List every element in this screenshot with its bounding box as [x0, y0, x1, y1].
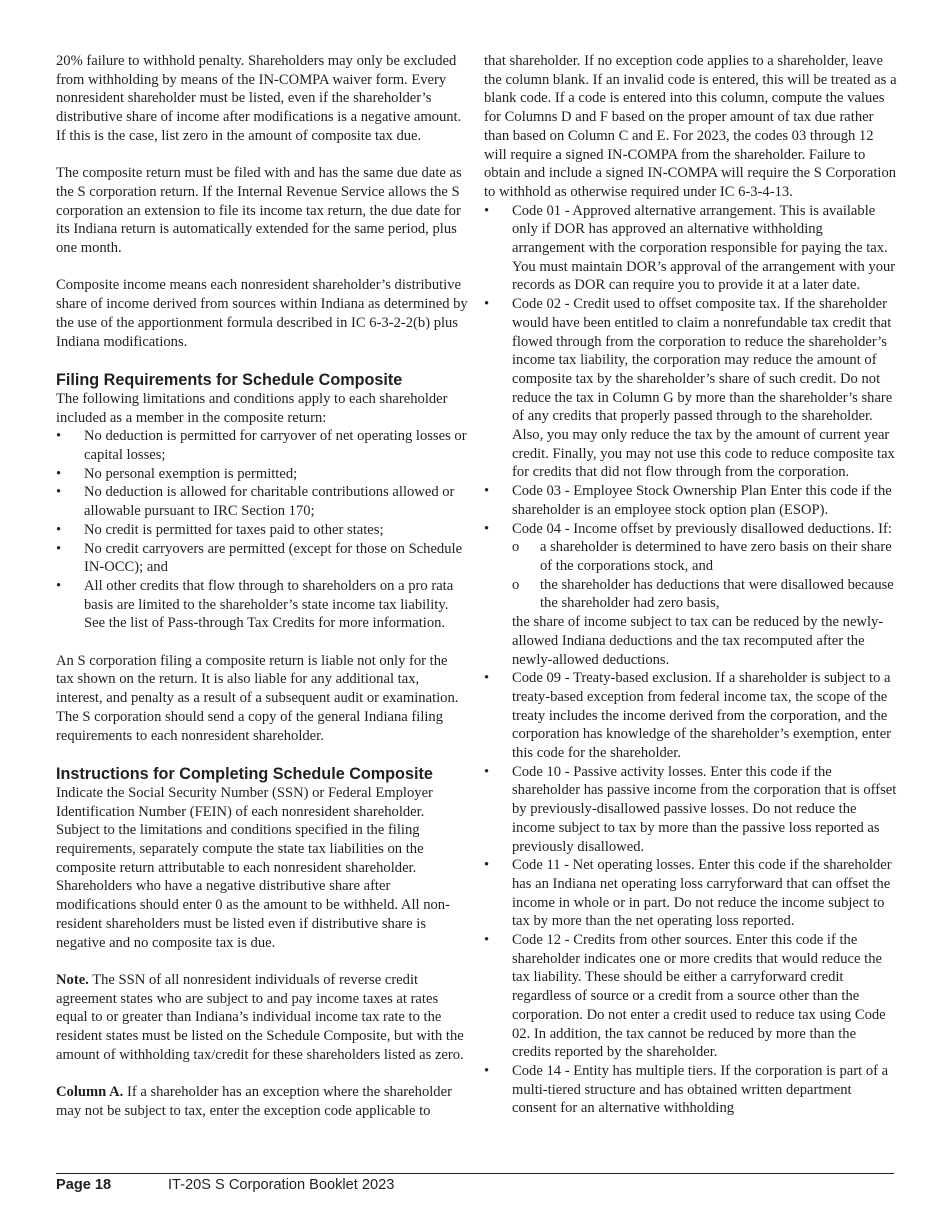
exception-code-intro: that shareholder. If no exception code applies to a shareholder, leave the column blank. If an invalid code is entered, this will be treated as a blank code. If a code is entered into this column, compute the values for Columns D and F based on the proper amount of tax due rather than based on Column C and E. For 2023, the codes 03 through 12 will require a signed IN-COMPA from the shareholder. Failure to obtain and include a signed IN-COMPA will require the S Corporation to withhold as otherwise required under IC 6-3-4-13. [484, 53, 897, 200]
code-01-item: • Code 01 - Approved alternative arrangement. This is available only if DOR has approved an alternative withholding arrangement with the corporation responsible for paying the tax. You must maintain DOR’s approval of the arrangement with your records as DOR can require you to provide it at a later date. [484, 202, 898, 296]
code-04-after: the share of income subject to tax can be reduced by the newly-allowed Indiana deductions and the tax recomputed after the newly-allowed deductions. [512, 614, 884, 668]
composite-income-paragraph: Composite income means each nonresident shareholder’s distributive share of income derived from sources within Indiana as determined by the use of the apportionment formula described in IC 6-3-2-2(b) plus Indiana modifications. [56, 277, 468, 350]
left-column [56, 52, 468, 1121]
column-a-label: Column A. [56, 1084, 124, 1101]
filing-requirements-heading: Filing Requirements for Schedule Composite [56, 370, 403, 389]
footer-divider [56, 1173, 894, 1174]
intro-paragraph: 20% failure to withhold penalty. Shareholders may only be excluded from withholding by means of the IN-COMPA waiver form. Every nonresident shareholder must be listed, even if the shareholder’s distributive share of income after modifications is a negative amount. If this is the case, list zero in the amount of composite tax due. [56, 53, 462, 144]
code-14-item: • Code 14 - Entity has multiple tiers. If the corporation is part of a multi-tiered structure and has obtained written department consent for an alternative withholding [484, 1062, 898, 1118]
note-text: The SSN of all nonresident individuals of reverse credit agreement states who are subject to and pay income taxes at rates equal to or greater than Indiana’s individual income tax rate to the resident states must be listed on the Schedule Composite, but with the amount of withholding tax/credit for these shareholders listed as zero. [56, 971, 464, 1063]
due-date-paragraph: The composite return must be filed with and has the same due date as the S corporation return. If the Internal Revenue Service allows the S corporation an extension to file its income tax return, the due date for its Indiana return is automatically extended for the same period, plus one month. [56, 165, 462, 257]
code-04-intro: Code 04 - Income offset by previously disallowed deductions. If: [512, 520, 892, 537]
exception-codes-list [484, 202, 898, 1118]
filing-requirements-list [56, 427, 468, 633]
note-paragraph [56, 971, 468, 1065]
code-03-item: • Code 03 - Employee Stock Ownership Plan Enter this code if the shareholder is an employee stock option plan (ESOP). [484, 482, 898, 519]
page-number: Page 18 [56, 1177, 112, 1193]
instructions-paragraph: Indicate the Social Security Number (SSN) or Federal Employer Identification Number (FEIN) of each nonresident shareholder. Subject to the limitations and conditions specified in the filing requirements, separately compute the state tax liabilities on the composite return attributable to each nonresident shareholder. Shareholders who have a negative distributive share after modifications should enter 0 as the amount to be withheld. All non-resident shareholders must be listed even if distributive share is negative and no composite tax is due. [56, 784, 450, 951]
column-a-paragraph [56, 1083, 468, 1120]
code-09-item: • Code 09 - Treaty-based exclusion. If a shareholder is subject to a treaty-based exception from federal income tax, the scope of the treaty includes the income derived from the corporation, and the corporation has knowledge of the shareholder’s exemption, enter this code for the shareholder. [484, 669, 898, 763]
list-item: • No deduction is permitted for carryover of net operating losses or capital losses; [56, 427, 468, 464]
sub-list-item: o the shareholder has deductions that were disallowed because the shareholder had zero basis, [512, 576, 898, 613]
code-02-item: • Code 02 - Credit used to offset composite tax. If the shareholder would have been entitled to claim a nonrefundable tax credit that flowed through from the corporation to reduce the shareholder’s income tax liability, the corporation may reduce the amount of composite tax by the shareholder’s share of such credit. Do not reduce the tax in Column G by more than the shareholder’s share of any credits that properly passed through to the shareholder. Also, you may only reduce the tax by the amount of current year credit. Finally, you may not use this code to reduce composite tax for credits that did not flow through from the corporation. [484, 295, 898, 482]
note-label: Note. [56, 971, 89, 988]
code-12-item: • Code 12 - Credits from other sources. Enter this code if the shareholder indicates one or more credits that would reduce the tax liability. These should be either a carryforward credit regardless of source or a credit from a source other than the corporation. Do not enter a credit used to reduce tax using Code 02. In addition, the tax cannot be reduced by more than the credits reported by the shareholder. [484, 931, 898, 1062]
code-11-item: • Code 11 - Net operating losses. Enter this code if the shareholder has an Indiana net operating loss carryforward that can offset the income in whole or in part. Do not reduce the income subject to tax by more than the net operating loss reported. [484, 856, 898, 931]
code-04-sublist [512, 538, 898, 613]
liability-paragraph: An S corporation filing a composite return is liable not only for the tax shown on the return. It is also liable for any additional tax, interest, and penalty as a result of a subsequent audit or examination. The S corporation should send a copy of the general Indiana filing requirements to each nonresident shareholder. [56, 652, 459, 744]
booklet-title: IT-20S S Corporation Booklet 2023 [168, 1177, 395, 1193]
filing-intro-paragraph: The following limitations and conditions apply to each shareholder included as a member in the composite return: [56, 390, 448, 426]
list-item: • No deduction is allowed for charitable contributions allowed or allowable pursuant to IRC Section 170; [56, 483, 468, 520]
list-item: • All other credits that flow through to shareholders on a pro rata basis are limited to the shareholder’s state income tax liability. See the list of Pass-through Tax Credits for more information. [56, 577, 468, 633]
code-10-item: • Code 10 - Passive activity losses. Enter this code if the shareholder has passive income from the corporation that is offset by previously-disallowed passive losses. Do not reduce the income subject to tax by more than the passive loss reported as previously disallowed. [484, 763, 898, 857]
right-column [484, 52, 898, 1118]
instructions-heading: Instructions for Completing Schedule Composite [56, 764, 433, 783]
sub-list-item: o a shareholder is determined to have zero basis on their share of the corporations stock, and [512, 538, 898, 575]
list-item: • No credit is permitted for taxes paid to other states; [56, 521, 468, 540]
list-item: • No personal exemption is permitted; [56, 465, 468, 484]
list-item: • No credit carryovers are permitted (except for those on Schedule IN-OCC); and [56, 540, 468, 577]
column-a-text: If a shareholder has an exception where the shareholder may not be subject to tax, enter the exception code applicable to [56, 1084, 452, 1119]
code-04-item [484, 520, 898, 670]
